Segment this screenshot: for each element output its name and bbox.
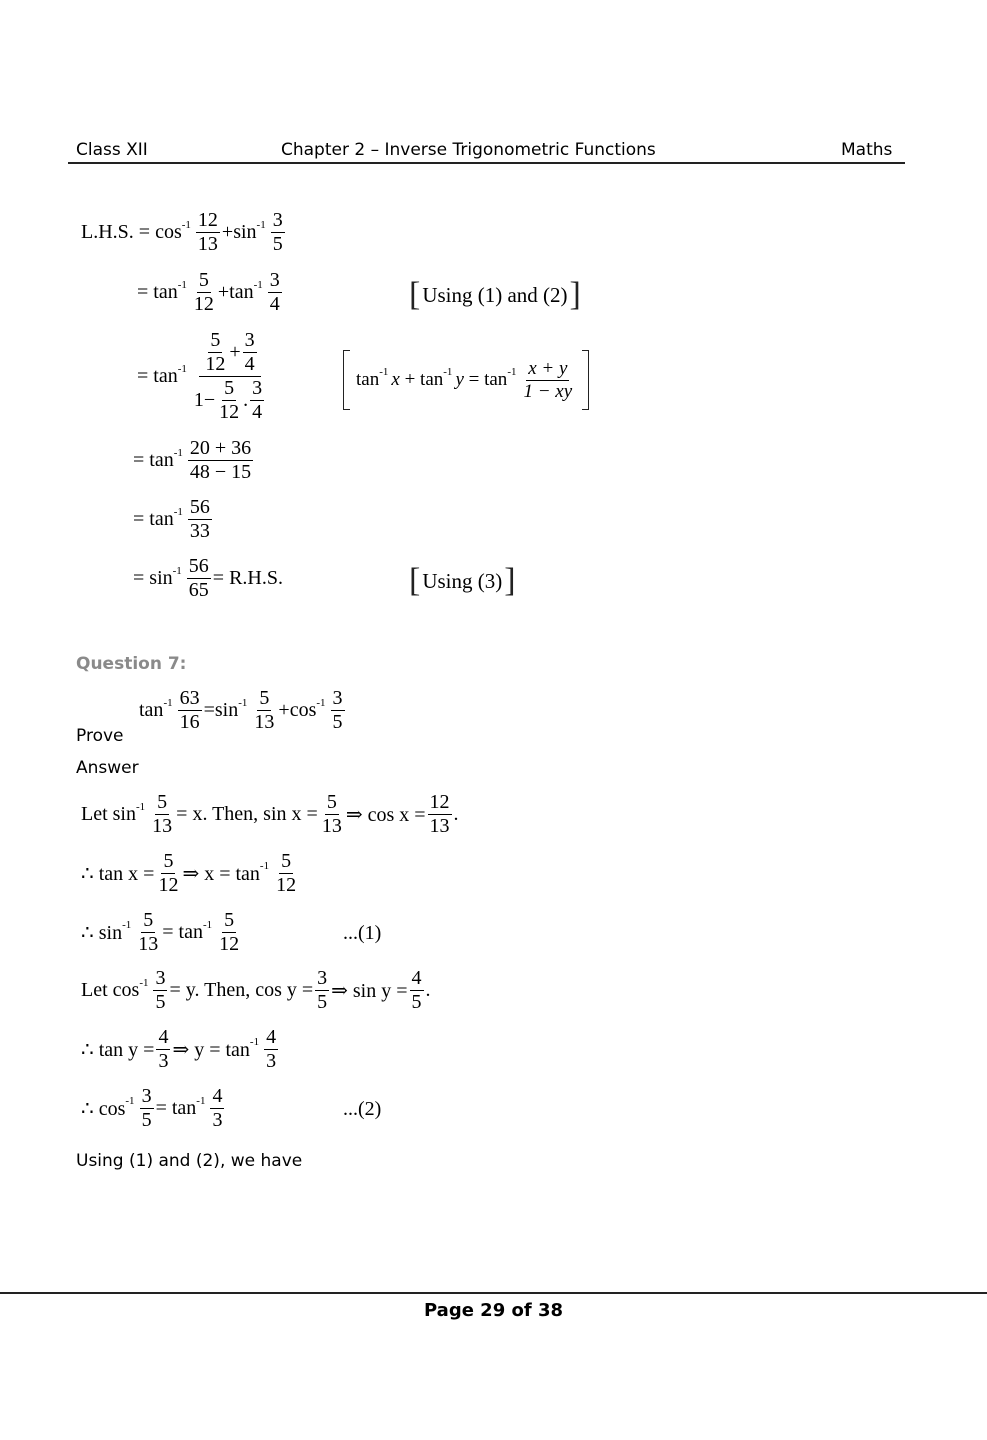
closing-text: Using (1) and (2), we have <box>76 1151 303 1171</box>
denominator: 5 <box>141 1109 152 1131</box>
denominator: 4 <box>244 353 255 375</box>
fraction <box>315 968 329 1013</box>
inverse-sup: -1 <box>177 362 187 375</box>
fraction <box>264 1027 278 1072</box>
operator: 1− <box>193 389 216 411</box>
fraction <box>156 851 180 896</box>
fraction <box>153 968 167 1013</box>
numerator: 12 <box>197 209 218 231</box>
proof-line-4 <box>133 438 255 483</box>
fraction <box>274 851 298 896</box>
func: tan <box>484 369 508 390</box>
right-bracket: ] <box>504 562 516 599</box>
numerator: 5 <box>326 791 337 813</box>
inverse-sup: -1 <box>139 976 149 989</box>
func: cos <box>289 699 317 721</box>
fraction <box>178 688 202 733</box>
denominator: 12 <box>205 353 226 375</box>
rhs-label: = R.H.S. <box>212 567 283 589</box>
left-bracket: [ <box>409 562 421 599</box>
text: ∴ cos <box>81 1098 126 1120</box>
inverse-sup: -1 <box>177 278 187 291</box>
denominator: 3 <box>158 1050 169 1072</box>
right-bracket <box>582 350 589 410</box>
inverse-sup: -1 <box>181 218 191 231</box>
fraction <box>203 330 227 375</box>
denominator: 12 <box>193 293 214 315</box>
answer-line-3 <box>81 910 243 955</box>
text: ∴ tan y = <box>81 1039 155 1061</box>
compound-fraction <box>192 330 268 423</box>
fraction <box>150 792 174 837</box>
denominator: 13 <box>429 815 450 837</box>
fraction <box>187 556 211 601</box>
numerator: 5 <box>210 329 221 351</box>
numerator: 5 <box>259 687 270 709</box>
operator: + <box>404 369 416 390</box>
text: ∴ tan x = <box>81 863 155 885</box>
proof-line-6 <box>133 556 283 601</box>
text: ⇒ sin y = <box>331 980 408 1002</box>
answer-line-2 <box>81 851 300 896</box>
operator: + <box>221 221 234 243</box>
numerator: 5 <box>281 850 292 872</box>
denominator: 4 <box>269 293 280 315</box>
denominator: 3 <box>266 1050 277 1072</box>
text: = y. Then, cos y = <box>169 979 314 1001</box>
numerator: 5 <box>163 850 174 872</box>
operator: + <box>217 281 230 303</box>
answer-label: Answer <box>76 758 139 778</box>
fraction <box>521 359 574 402</box>
equation-tag-2: ...(2) <box>343 1098 382 1120</box>
func: sin <box>149 567 173 589</box>
fraction <box>428 792 452 837</box>
fraction <box>243 330 257 375</box>
answer-line-4 <box>81 968 431 1013</box>
denominator: 3 <box>212 1109 223 1131</box>
inverse-sup: -1 <box>253 278 263 291</box>
func: tan <box>153 365 178 387</box>
denominator: 12 <box>219 401 240 423</box>
fraction <box>331 688 345 733</box>
header-class: Class XII <box>76 140 148 160</box>
proof-line-3 <box>137 330 270 423</box>
fraction <box>250 378 264 423</box>
justification-note <box>407 564 518 598</box>
numerator: 3 <box>244 329 255 351</box>
denominator: 13 <box>152 815 173 837</box>
fraction <box>196 210 220 255</box>
numerator: 3 <box>155 967 166 989</box>
fraction <box>217 910 241 955</box>
inverse-sup: -1 <box>173 505 183 518</box>
compound-denominator <box>192 377 268 423</box>
operator: . <box>243 389 249 411</box>
inverse-sup: -1 <box>122 918 132 931</box>
text: = tan <box>162 921 203 943</box>
prove-label: Prove <box>76 726 124 746</box>
func: tan <box>229 281 254 303</box>
func: sin <box>233 221 257 243</box>
operator: = <box>137 281 149 303</box>
func: tan <box>153 281 178 303</box>
inverse-sup: -1 <box>172 564 182 577</box>
text: Let cos <box>81 979 140 1001</box>
note-text: Using (3) <box>422 568 503 593</box>
inverse-sup: -1 <box>249 1035 260 1048</box>
equation-tag-1: ...(1) <box>343 922 382 944</box>
denominator: 1 − xy <box>523 380 573 402</box>
denominator: 12 <box>276 874 297 896</box>
denominator: 5 <box>317 991 328 1013</box>
fraction <box>156 1027 170 1072</box>
numerator: 63 <box>179 687 200 709</box>
text: ∴ sin <box>81 922 123 944</box>
answer-line-5 <box>81 1027 280 1072</box>
numerator: 3 <box>317 967 328 989</box>
answer-line-1 <box>81 792 459 837</box>
numerator: 5 <box>157 791 168 813</box>
left-bracket <box>343 350 350 410</box>
numerator: 20 + 36 <box>189 437 252 459</box>
func: tan <box>149 449 174 471</box>
numerator: 5 <box>224 377 235 399</box>
inverse-sup: -1 <box>202 918 213 931</box>
operator: + <box>229 341 241 363</box>
numerator: 56 <box>188 555 209 577</box>
operator: = <box>137 365 149 387</box>
numerator: 4 <box>158 1026 169 1048</box>
denominator: 5 <box>332 711 343 733</box>
operator: = <box>468 369 480 390</box>
numerator: 5 <box>198 269 209 291</box>
fraction <box>271 210 285 255</box>
func: tan <box>420 369 444 390</box>
proof-line-2 <box>137 270 284 315</box>
note-text: Using (1) and (2) <box>422 282 568 307</box>
inverse-sup: -1 <box>196 1094 206 1107</box>
denominator: 13 <box>197 233 218 255</box>
fraction <box>320 792 344 837</box>
header-divider <box>68 162 905 164</box>
denominator: 12 <box>158 874 179 896</box>
left-bracket: [ <box>409 276 421 313</box>
numerator: 3 <box>252 377 263 399</box>
right-bracket: ] <box>569 276 581 313</box>
text: = x. Then, sin x = <box>176 803 318 825</box>
numerator: 4 <box>212 1085 223 1107</box>
fraction <box>410 968 424 1013</box>
fraction <box>188 438 253 483</box>
numerator: 3 <box>272 209 283 231</box>
inverse-sup: -1 <box>379 366 389 378</box>
question-label: Question 7: <box>76 654 187 674</box>
inverse-sup: -1 <box>136 800 146 813</box>
inverse-sup: -1 <box>238 696 248 709</box>
header-subject: Maths <box>841 140 893 160</box>
proof-line-5 <box>133 497 214 542</box>
func: cos <box>155 221 182 243</box>
inverse-sup: -1 <box>163 696 173 709</box>
inverse-sup: -1 <box>173 446 183 459</box>
fraction <box>136 910 160 955</box>
operator: = <box>133 508 145 530</box>
denominator: 33 <box>189 520 210 542</box>
text: . <box>425 979 431 1001</box>
denominator: 16 <box>179 711 200 733</box>
func: tan <box>149 508 174 530</box>
numerator: 4 <box>411 967 422 989</box>
denominator: 13 <box>321 815 342 837</box>
var: y <box>455 369 464 390</box>
denominator: 13 <box>254 711 275 733</box>
question-statement <box>139 688 347 733</box>
inverse-sup: -1 <box>256 218 266 231</box>
func: tan <box>139 699 164 721</box>
func: sin <box>214 699 239 721</box>
formula-note <box>343 350 589 410</box>
numerator: 5 <box>224 909 235 931</box>
inverse-sup: -1 <box>259 859 270 872</box>
header-chapter-title: Chapter 2 – Inverse Trigonometric Functions <box>281 140 656 160</box>
var: x <box>391 369 400 390</box>
denominator: 13 <box>138 933 159 955</box>
text: Let sin <box>81 803 136 825</box>
text: ⇒ y = tan <box>172 1039 250 1061</box>
fraction <box>188 497 212 542</box>
justification-note <box>407 278 583 312</box>
answer-line-6 <box>81 1086 226 1131</box>
numerator: 3 <box>332 687 343 709</box>
footer-divider <box>0 1292 987 1294</box>
fraction <box>268 270 282 315</box>
numerator: 3 <box>141 1085 152 1107</box>
fraction <box>192 270 216 315</box>
operator: = <box>203 699 215 721</box>
page-number: Page 29 of 38 <box>423 1300 564 1321</box>
operator: = <box>133 449 145 471</box>
operator: = <box>133 567 145 589</box>
numerator: 5 <box>143 909 154 931</box>
numerator: 3 <box>269 269 280 291</box>
fraction <box>217 378 241 423</box>
inverse-sup: -1 <box>125 1094 135 1107</box>
denominator: 65 <box>188 579 209 601</box>
inverse-sup: -1 <box>507 366 517 378</box>
fraction <box>252 688 276 733</box>
fraction <box>140 1086 154 1131</box>
operator: + <box>278 699 290 721</box>
text: ⇒ x = tan <box>182 863 260 885</box>
denominator: 5 <box>272 233 283 255</box>
proof-line-1 <box>81 210 287 255</box>
denominator: 48 − 15 <box>189 461 252 483</box>
denominator: 5 <box>411 991 422 1013</box>
numerator: 56 <box>189 496 210 518</box>
denominator: 4 <box>252 401 263 423</box>
inverse-sup: -1 <box>443 366 453 378</box>
lhs-label: L.H.S. = <box>81 221 151 243</box>
numerator: 12 <box>429 791 450 813</box>
text: . <box>453 803 459 825</box>
fraction <box>210 1086 224 1131</box>
compound-numerator <box>199 330 260 377</box>
numerator: x + y <box>528 357 568 379</box>
inverse-sup: -1 <box>316 696 326 709</box>
text: = tan <box>155 1097 197 1119</box>
func: tan <box>356 369 380 390</box>
numerator: 4 <box>266 1026 277 1048</box>
denominator: 12 <box>219 933 240 955</box>
text: ⇒ cos x = <box>345 804 426 826</box>
denominator: 5 <box>155 991 166 1013</box>
